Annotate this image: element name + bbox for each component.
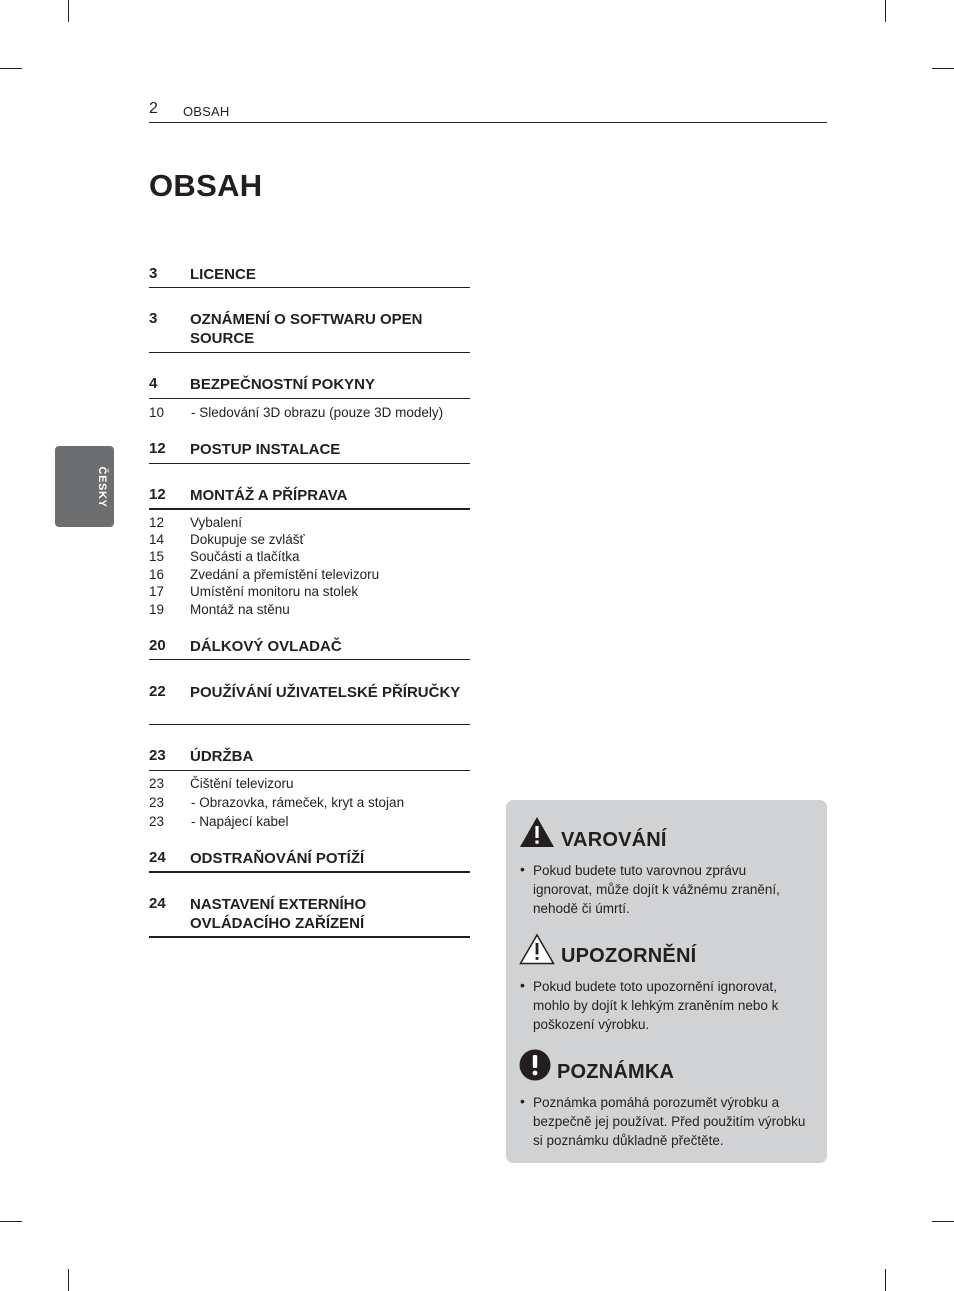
toc-subitem[interactable] bbox=[149, 549, 470, 567]
crop-mark bbox=[0, 68, 22, 69]
toc-subitem[interactable] bbox=[149, 584, 470, 602]
crop-mark bbox=[885, 1269, 886, 1291]
toc-section-title: BEZPEČNOSTNÍ POKYNY bbox=[190, 376, 376, 393]
toc-section-page: 12 bbox=[149, 486, 166, 503]
toc-section-title: POUŽÍVÁNÍ UŽIVATELSKÉ PŘÍRUČKY bbox=[190, 684, 461, 701]
bullet: • bbox=[520, 977, 525, 993]
bullet: • bbox=[520, 861, 525, 877]
toc-section[interactable] bbox=[149, 265, 470, 288]
toc-subitem-label: - Obrazovka, rámeček, kryt a stojan bbox=[191, 795, 405, 810]
crop-mark bbox=[885, 0, 886, 22]
toc-section-page: 3 bbox=[149, 310, 158, 327]
toc-section-title: ODSTRAŇOVÁNÍ POTÍŽÍ bbox=[190, 850, 365, 867]
warning-filled-triangle-icon bbox=[519, 816, 555, 853]
toc-section[interactable] bbox=[149, 486, 470, 510]
page-number: 2 bbox=[149, 100, 158, 117]
crop-mark bbox=[68, 0, 69, 22]
toc-subitem-label: - Napájecí kabel bbox=[191, 814, 289, 829]
warning-heading: VAROVÁNÍ bbox=[561, 829, 667, 851]
toc-subitem-page: 14 bbox=[149, 532, 165, 547]
toc-subitem[interactable] bbox=[149, 532, 470, 550]
toc-section-page: 24 bbox=[149, 895, 166, 912]
page-title: OBSAH bbox=[149, 168, 263, 203]
toc-subitem-page: 23 bbox=[149, 776, 165, 791]
toc-section[interactable] bbox=[149, 637, 470, 660]
toc-subitem[interactable] bbox=[149, 602, 470, 620]
caution-heading: UPOZORNĚNÍ bbox=[561, 945, 697, 967]
toc-section-title: LICENCE bbox=[190, 266, 256, 283]
toc-subitem[interactable] bbox=[149, 515, 470, 533]
toc-subitem-label: Vybalení bbox=[190, 515, 243, 530]
crop-mark bbox=[68, 1269, 69, 1291]
note-exclamation-circle-icon bbox=[519, 1049, 551, 1086]
note-heading: POZNÁMKA bbox=[557, 1061, 675, 1083]
toc-section-title: MONTÁŽ A PŘÍPRAVA bbox=[190, 487, 348, 504]
toc-section-title: OZNÁMENÍ O SOFTWARU OPEN SOURCE bbox=[190, 311, 423, 347]
toc-subitem-label: Čištění televizoru bbox=[190, 776, 294, 791]
running-head: OBSAH bbox=[183, 104, 230, 119]
toc-section[interactable] bbox=[149, 440, 470, 464]
toc-section[interactable] bbox=[149, 747, 470, 771]
toc-subitem-label: Montáž na stěnu bbox=[190, 602, 290, 617]
crop-mark bbox=[932, 1221, 954, 1222]
toc-subitem-page: 23 bbox=[149, 795, 165, 810]
note-text: Poznámka pomáhá porozumět výrobku a bezpečně jej používat. Před použitím výrobku si poznámku důkladně přečtěte. bbox=[533, 1095, 806, 1148]
caution-text: Pokud budete toto upozornění ignorovat, mohlo by dojít k lehkým zraněním nebo k poškození výrobku. bbox=[533, 979, 779, 1032]
bullet: • bbox=[520, 1093, 525, 1109]
toc-section-page: 4 bbox=[149, 375, 158, 392]
running-header bbox=[149, 100, 827, 123]
toc-section[interactable] bbox=[149, 375, 470, 399]
toc-section-page: 3 bbox=[149, 265, 158, 282]
toc-subitem-label: Dokupuje se zvlášť bbox=[190, 532, 305, 547]
toc-section-title: POSTUP INSTALACE bbox=[190, 441, 341, 458]
toc-section-page: 20 bbox=[149, 637, 166, 654]
toc-section[interactable] bbox=[149, 895, 470, 938]
crop-mark bbox=[932, 68, 954, 69]
toc-subitem-page: 15 bbox=[149, 549, 165, 564]
toc-subitem-label: - Sledování 3D obrazu (pouze 3D modely) bbox=[191, 405, 444, 420]
language-tab-label: ČESKY bbox=[96, 466, 108, 508]
toc-subitem-page: 12 bbox=[149, 515, 165, 530]
toc-subitem[interactable] bbox=[149, 814, 470, 832]
toc-section-page: 23 bbox=[149, 747, 166, 764]
crop-mark bbox=[0, 1221, 22, 1222]
caution-outline-triangle-icon bbox=[519, 933, 555, 970]
toc-subitem-label: Zvedání a přemístění televizoru bbox=[190, 567, 380, 582]
warning-text: Pokud budete tuto varovnou zprávu ignorovat, může dojít k vážnému zranění, nehodě či úmrtí. bbox=[533, 863, 780, 916]
toc-subitem[interactable] bbox=[149, 567, 470, 585]
toc-section-page: 22 bbox=[149, 683, 166, 700]
toc-subitem[interactable] bbox=[149, 795, 470, 813]
toc-section-page: 12 bbox=[149, 440, 166, 457]
toc-subitem-label: Umístění monitoru na stolek bbox=[190, 584, 359, 599]
toc-subitem[interactable] bbox=[149, 776, 470, 794]
toc-section-title: NASTAVENÍ EXTERNÍHO OVLÁDACÍHO ZAŘÍZENÍ bbox=[190, 896, 367, 932]
toc-subitem[interactable] bbox=[149, 405, 470, 423]
toc-subitem-page: 10 bbox=[149, 405, 165, 420]
toc-subitem-page: 23 bbox=[149, 814, 165, 829]
toc-subitem-page: 17 bbox=[149, 584, 165, 599]
toc-subitem-page: 16 bbox=[149, 567, 165, 582]
toc-section[interactable] bbox=[149, 310, 470, 353]
toc-section-title: DÁLKOVÝ OVLADAČ bbox=[190, 638, 342, 655]
toc-subitem-label: Součásti a tlačítka bbox=[190, 549, 300, 564]
toc-section-page: 24 bbox=[149, 849, 166, 866]
toc-section[interactable] bbox=[149, 683, 470, 725]
toc-section[interactable] bbox=[149, 849, 470, 873]
toc-subitem-page: 19 bbox=[149, 602, 165, 617]
toc-section-title: ÚDRŽBA bbox=[190, 748, 254, 765]
